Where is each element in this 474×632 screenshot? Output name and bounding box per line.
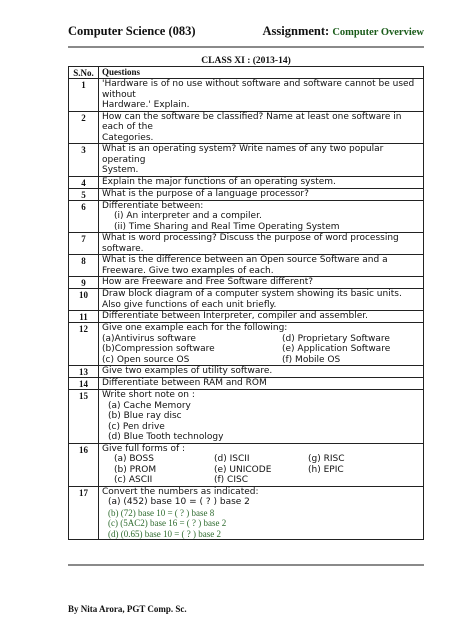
question-number: 7 xyxy=(69,233,99,255)
question-text xyxy=(99,144,424,177)
col-header-sno: S.No. xyxy=(69,67,99,79)
table-row xyxy=(69,277,424,289)
question-text xyxy=(99,443,424,486)
table-row xyxy=(69,443,424,486)
question-number: 1 xyxy=(69,79,99,112)
question-line: What is the difference between an Open source Software and a xyxy=(102,255,388,265)
question-line: (ii) Time Sharing and Real Time Operating System xyxy=(114,221,340,232)
question-line: (d) (0.65) base 10 = ( ? ) base 2 xyxy=(108,528,222,539)
footer-rule xyxy=(68,564,424,566)
table-row xyxy=(69,200,424,233)
question-line: (c) Pen drive xyxy=(108,421,165,432)
option-triple xyxy=(102,475,421,486)
footer-author: By Nita Arora, PGT Comp. Sc. xyxy=(68,604,187,614)
question-line: (i) An interpreter and a compiler. xyxy=(114,211,262,221)
question-line: What is an operating system? Write names of any two popular xyxy=(102,144,384,154)
question-line: What is word processing? Discuss the purpose of word processing xyxy=(102,233,399,243)
question-text xyxy=(99,311,424,323)
question-number: 12 xyxy=(69,323,99,366)
subject-title: Computer Science (083) xyxy=(68,24,196,38)
question-number: 8 xyxy=(69,255,99,277)
question-line: Differentiate between Interpreter, compiler and assembler. xyxy=(102,311,369,321)
assignment-topic: Computer Overview xyxy=(332,27,424,38)
question-line: Give full forms of : xyxy=(102,443,186,454)
questions-body xyxy=(69,79,424,540)
col-header-questions: Questions xyxy=(99,67,424,79)
question-text xyxy=(99,378,424,390)
question-line: (c) (5AC2) base 16 = ( ? ) base 2 xyxy=(108,518,227,528)
option-item: (f) CISC xyxy=(214,475,248,485)
question-number: 10 xyxy=(69,289,99,311)
option-item: (f) Mobile OS xyxy=(282,354,341,365)
question-line: How are Freeware and Free Software different? xyxy=(102,277,314,287)
question-text xyxy=(99,366,424,378)
question-number: 14 xyxy=(69,378,99,390)
page-header xyxy=(68,24,424,48)
table-row xyxy=(69,255,424,277)
table-row xyxy=(69,390,424,444)
question-line: Draw block diagram of a computer system showing its basic units. xyxy=(102,289,402,299)
question-line: Differentiate between RAM and ROM xyxy=(102,378,267,388)
option-item: (h) EPIC xyxy=(308,464,344,475)
question-text xyxy=(99,486,424,540)
option-item: (c) Open source OS xyxy=(102,354,190,365)
question-text xyxy=(99,323,424,366)
question-number: 16 xyxy=(69,443,99,486)
question-line: Give one example each for the following: xyxy=(102,323,288,333)
option-triple xyxy=(102,454,421,465)
question-text xyxy=(99,277,424,289)
option-item: (g) RISC xyxy=(308,454,345,464)
option-item: (a) BOSS xyxy=(114,454,154,464)
class-title: CLASS XI : (2013-14) xyxy=(201,56,291,66)
question-text xyxy=(99,233,424,255)
option-item: (c) ASCII xyxy=(114,475,153,485)
question-text xyxy=(99,79,424,112)
option-pair xyxy=(102,344,421,355)
option-item: (b)Compression software xyxy=(102,344,215,354)
question-text xyxy=(99,188,424,200)
question-number: 5 xyxy=(69,188,99,200)
table-row xyxy=(69,79,424,112)
question-number: 2 xyxy=(69,111,99,144)
question-text xyxy=(99,176,424,188)
question-line: software. xyxy=(102,243,144,254)
table-row xyxy=(69,176,424,188)
question-text xyxy=(99,390,424,444)
table-row xyxy=(69,144,424,177)
question-line: Also give functions of each unit briefly. xyxy=(102,299,277,310)
question-number: 17 xyxy=(69,486,99,540)
question-line: System. xyxy=(102,165,139,175)
table-row xyxy=(69,111,424,144)
header-rule xyxy=(68,46,424,48)
table-row xyxy=(69,311,424,323)
question-line: Explain the major functions of an operating system. xyxy=(102,176,336,187)
option-item: (d) Proprietary Software xyxy=(282,333,390,344)
question-number: 15 xyxy=(69,390,99,444)
questions-table xyxy=(68,66,424,540)
option-pair xyxy=(102,355,421,366)
option-item: (e) Application Software xyxy=(282,344,391,354)
table-row xyxy=(69,378,424,390)
question-line: each of the xyxy=(102,122,153,132)
table-row xyxy=(69,323,424,366)
question-text xyxy=(99,200,424,233)
question-line: (a) Cache Memory xyxy=(108,400,191,411)
question-line: (d) Blue Tooth technology xyxy=(108,432,224,442)
question-line: (b) Blue ray disc xyxy=(108,411,182,421)
question-line: 'Hardware is of no use without software and software cannot be used xyxy=(102,79,415,89)
question-number: 6 xyxy=(69,200,99,233)
table-row xyxy=(69,233,424,255)
question-number: 11 xyxy=(69,311,99,323)
question-number: 9 xyxy=(69,277,99,289)
question-line: (a) (452) base 10 = ( ? ) base 2 xyxy=(108,497,250,507)
option-item: (a)Antivirus software xyxy=(102,333,196,344)
question-line: Differentiate between: xyxy=(102,200,204,211)
question-text xyxy=(99,289,424,311)
question-text xyxy=(99,111,424,144)
option-item: (b) PROM xyxy=(114,464,157,475)
question-line: Give two examples of utility software. xyxy=(102,366,273,376)
question-number: 13 xyxy=(69,366,99,378)
question-text xyxy=(99,255,424,277)
table-row xyxy=(69,366,424,378)
table-row xyxy=(69,486,424,540)
question-line: Convert the numbers as indicated: xyxy=(102,486,259,497)
question-line: Freeware. Give two examples of each. xyxy=(102,265,274,276)
question-line: (b) (72) base 10 = ( ? ) base 8 xyxy=(108,507,215,518)
question-line: Categories. xyxy=(102,132,154,143)
table-header-row xyxy=(69,67,424,79)
option-pair xyxy=(102,334,421,345)
question-line: without xyxy=(102,89,136,100)
question-number: 3 xyxy=(69,144,99,177)
question-line: Write short note on : xyxy=(102,390,195,400)
question-line: operating xyxy=(102,154,146,165)
table-row xyxy=(69,289,424,311)
option-triple xyxy=(102,465,421,476)
question-line: Hardware.' Explain. xyxy=(102,100,190,110)
option-item: (d) ISCII xyxy=(214,454,250,464)
assignment-label: Assignment: xyxy=(262,24,330,38)
option-item: (e) UNICODE xyxy=(214,464,272,475)
question-line: What is the purpose of a language processor? xyxy=(102,188,309,199)
table-row xyxy=(69,188,424,200)
assignment-title xyxy=(263,24,424,39)
question-number: 4 xyxy=(69,176,99,188)
question-line: How can the software be classified? Name at least one software in xyxy=(102,111,402,122)
